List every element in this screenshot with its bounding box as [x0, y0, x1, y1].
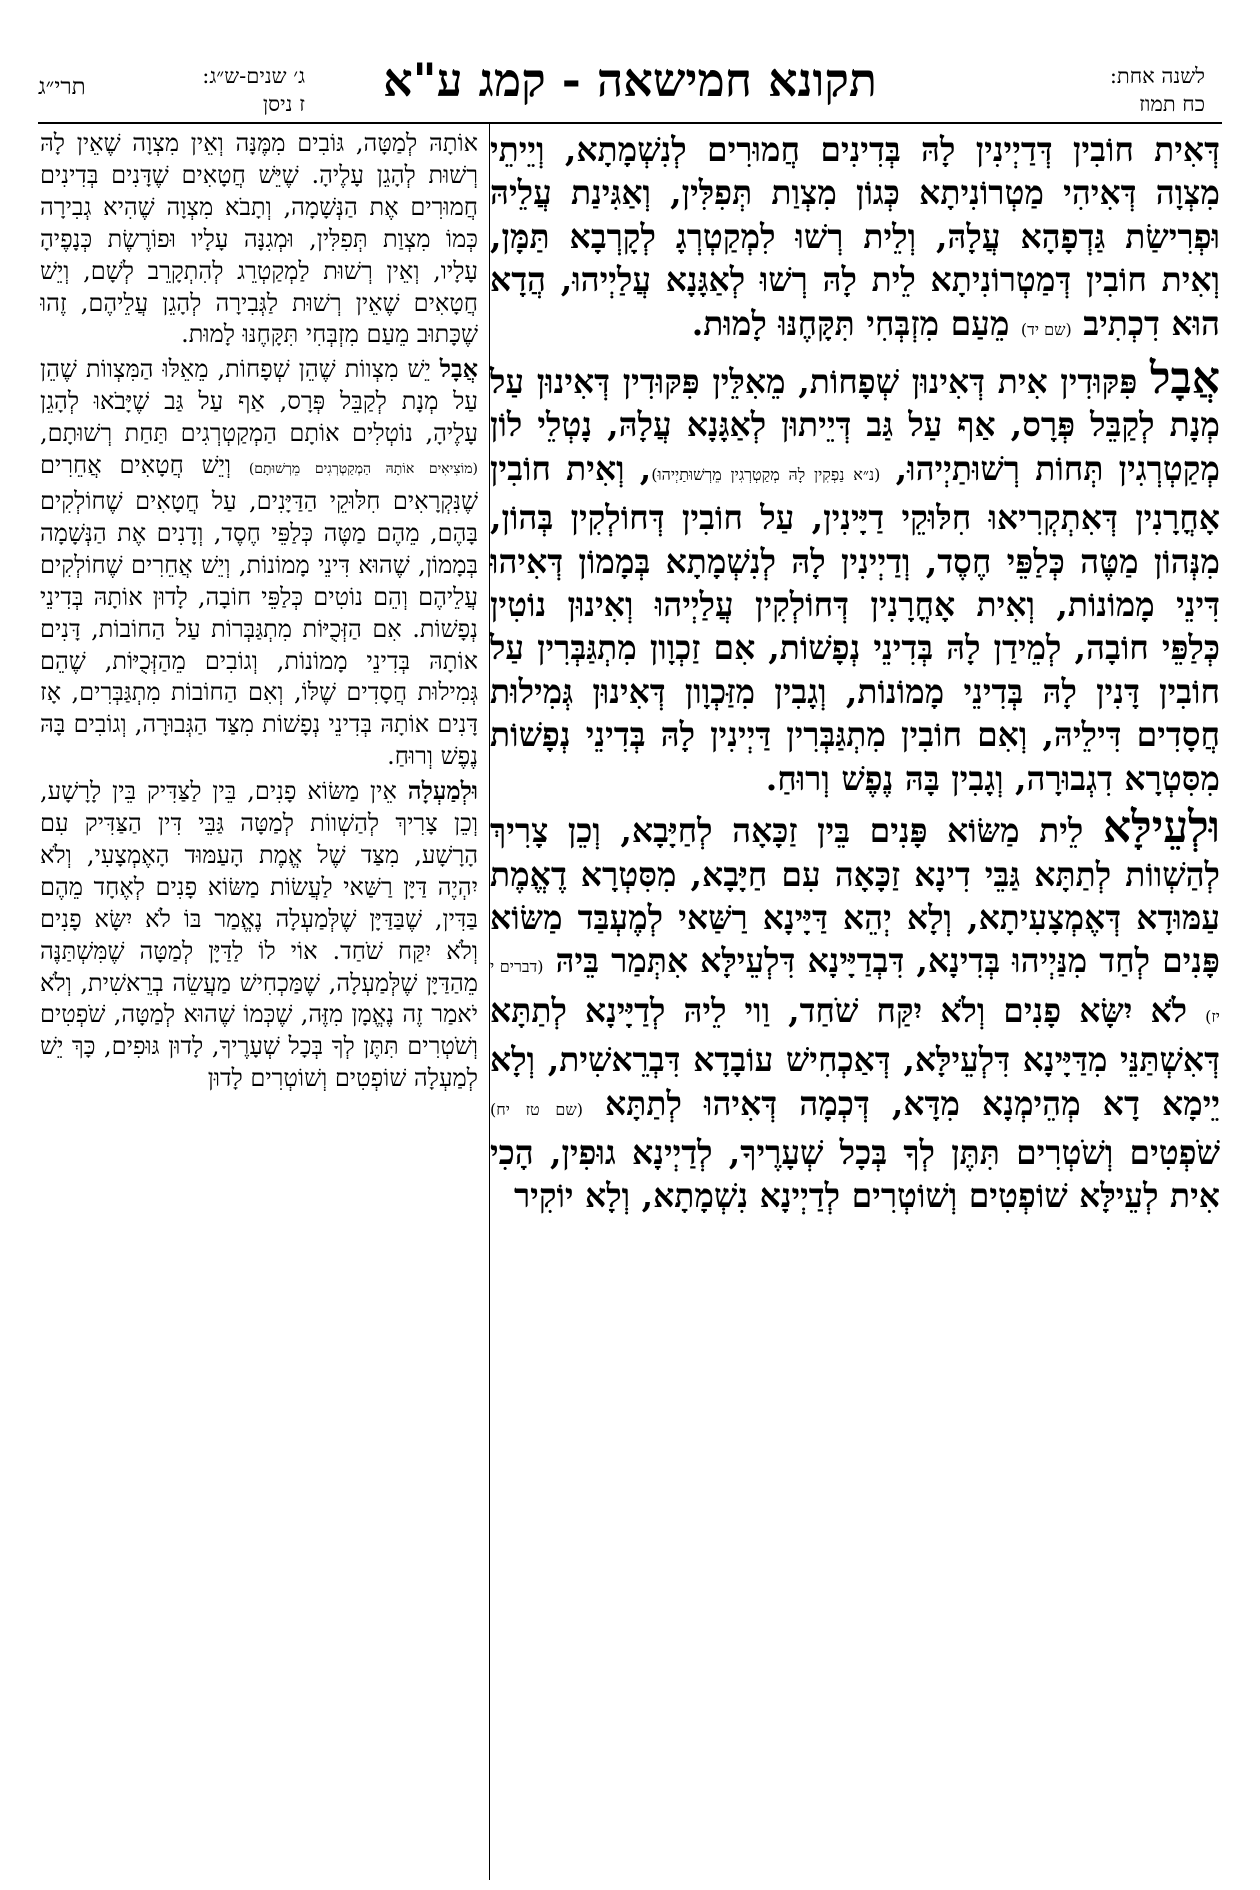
main-p3-citation-2: (שם טז יח) — [490, 1099, 583, 1119]
header-cycle-date: ז ניסן — [262, 92, 305, 116]
header-right-info — [1015, 62, 1205, 118]
main-paragraph-1 — [490, 128, 1220, 351]
main-p1-citation: (שם יד) — [1020, 319, 1072, 339]
main-text-column — [490, 128, 1220, 1880]
main-p2-text: פִּקּוּדִין אִית דְּאִינוּן שְׁפָחוֹת, מֵאִלֵּין פִּקּוּדִין דְּאִינוּן עַל מְנָת לְקַבֵּל פְּרָס, אַף עַל גַּב דְּיֵיתוּן לְאַגָּנָא עֲלָהּ, נָטְלֵי לוֹן מְקַטְרְגִין תְּחוֹת רְשׁוּתַיְיהוּ, — [490, 362, 1220, 488]
main-paragraph-2 — [490, 353, 1220, 800]
header-schedule-label: לשנה אחת: — [1109, 64, 1205, 88]
main-p3-citation: (דברים י יז) — [490, 957, 1220, 1026]
translation-p2-opener: אֲבָל — [439, 354, 478, 384]
header-cycle-label: ג׳ שנים-ש״ג: — [202, 64, 305, 88]
main-p2-continued: , וְאִית חוֹבִין אָחֳרָנִין דְּאִתְקְרִיאוּ חִלּוּקֵי דַיָּינִין, עַל חוֹבִין דְּחוֹלְקִין בְּהוֹן, מִנְּהוֹן מַטֶּה כְּלַפֵּי חֶסֶד, וְדַיְינִין לָהּ לְנִשְׁמָתָא בְּמָמוֹן דְּאִיהוּ דִּינֵי מָמוֹנוֹת, וְאִית אָחֳרָנִין דְּחוֹלְקִין עֲלַיְיהוּ וְאִינוּן נוֹטִין כְּלַפֵּי חוֹבָה, לְמֵידַן לָהּ בְּדִינֵי נְפָשׁוֹת, אִם זַכְוָון מִתְגַּבְּרִין עַל חוֹבִין דָּנִין לָהּ בְּדִינֵי מָמוֹנוֹת, וְגָבִין מִזַּכְוָון דְּאִינוּן גְּמִילוּת חֲסָדִים דִּילֵיהּ, וְאִם חוֹבִין מִתְגַּבְּרִין דַּיְינִין לָהּ בְּדִינֵי נְפָשׁוֹת מִסִּטְרָא דִגְבוּרָה, וְגָבִין — [490, 448, 1220, 798]
page-title: תקונא חמישאה - קמג ע"א — [383, 53, 877, 107]
main-p1-text: דְּאִית חוֹבִין דְּדַיְינִין לָהּ בְּדִינִים חֲמוּרִים לְנִשְׁמָתָא, וְיֵיתֵי מִצְוָה דְּאִיהִי מַטְרוֹנִיתָא כְּגוֹן מִצְוַת תְּפִלִּין, וְאַגִּינַת עֲלֵיהּ וּפְרִישַׂת גַּדְפָהָא עֲלָהּ, וְלֵית רְשׁוּ לִמְקַטְרְגָ לְקָרְבָא תַּמָּן, וְאִית חוֹבִין דְּמַטְרוֹנִיתָא לֵית לָהּ רְשׁוּ לְאַגָּנָא עֲלַיְיהוּ, הֲדָא הוּא דִכְתִיב — [490, 130, 1220, 343]
header-schedule-date: כח תמוז — [1139, 92, 1205, 116]
translation-column — [40, 128, 478, 1880]
header-divider — [38, 122, 1222, 124]
main-p3-end: שֹׁפְטִים וְשֹׁטְרִים תִּתֶּן לְךָ בְּכָל שְׁעָרֶיךָ, לְדַיְינָא גוּפִין, הָכִי אִית לְעֵילָּא שׁוֹפְטִים וְשׁוֹטְרִים לְדַיְינָא נִשְׁמָתָא, וְלָא יוֹקִיר — [490, 1132, 1220, 1216]
translation-paragraph-2 — [40, 353, 478, 773]
page-marker: תרי״ג — [38, 74, 86, 100]
translation-p1-quote: מֵעַם מִזְבְּחִי תִּקָּחֶנּוּ לָמוּת. — [181, 320, 410, 349]
main-p2-end: בָּהּ נֶפֶשׁ וְרוּחַ. — [765, 758, 940, 798]
translation-p2-continued: וְיֵשׁ חֲטָאִים אֲחֵרִים שֶׁנִּקְרָאִים חִלּוּקֵי הַדַּיָּנִים, עַל חֲטָאִים שֶׁחוֹלְקִים בָּהֶם, מֵהֶם מַטֶּה כְּלַפֵּי חֶסֶד, וְדָנִים אֶת הַנְּשָׁמָה בְּמָמוֹן, שֶׁהוּא דִּינֵי מָמוֹנוֹת, וְיֵשׁ אֲחֵרִים שֶׁחוֹלְקִים עֲלֵיהֶם וְהֵם נוֹטִים כְּלַפֵּי חוֹבָה, לָדוּן אוֹתָהּ בְּדִינֵי נְפָשׁוֹת. אִם הַזְּכֻיּוֹת מִתְגַּבְּרוֹת עַל הַחוֹבוֹת, דָּנִים אוֹתָהּ בְּדִינֵי מָמוֹנוֹת, וְגוֹבִים מֵהַזְּכֻיּוֹת, שֶׁהֵם גְּמִילוּת חֲסָדִים שֶׁלּוֹ, וְאִם הַחוֹבוֹת מִתְגַּבְּרִים, אָז דָּנִים אוֹתָהּ בְּדִינֵי נְפָשׁוֹת מִצַּד הַגְּבוּרָה, וְגוֹבִים בָּהּ נֶפֶשׁ וְרוּחַ. — [40, 451, 478, 771]
main-p3-continued: לֹא יִשָּׂא פָנִים וְלֹא יִקַּח שֹׁחַד, וַוי לֵיהּ לְדַיָּינָא לְתַתָּא דְּאִשְׁתַּנֵּי מִדַּיָּינָא דִּלְעֵילָּא, דְּאַכְחִישׁ עוֹבָדָא דִּבְרֵאשִׁית, וְלָא יֵימָא דָא מְהֵימְנָא מִדָּא, דְּכְמָה דְּאִיהוּ לְתַתָּא — [490, 990, 1220, 1123]
main-p3-opener: וּלְעֵילָּא — [1102, 802, 1220, 854]
translation-p3-text: אֵין מַשּׂוֹא פָנִים, בֵּין לַצַּדִּיק בֵּין לָרָשָׁע, וְכֵן צָרִיךְ לְהַשְׁווֹת לְמַטָּה גַּבֵּי דִּין הַצַּדִּיק עִם הָרָשָׁע, מִצַּד שֶׁל אֱמֶת הָעַמּוּד הָאֶמְצָעִי, וְלֹא יִהְיֶה דַּיָּן רַשַּׁאי לַעֲשׂוֹת מַשּׂוֹא פָנִים לְאֶחָד מֵהֶם בַּדִּין, שֶׁבַּדַּיָּן שֶׁלְּמַעְלָה נֶאֱמַר בּוֹ לֹא יִשָּׂא פָנִים וְלֹא יִקַּח שֹׁחַד. אוֹי לוֹ לַדַּיָּן לְמַטָּה שֶׁמִּשְׁתַּנֶּה מֵהַדַּיָּן שֶׁלְּמַעְלָה, שֶׁמַּכְחִישׁ מַעֲשֵׂה בְרֵאשִׁית, וְלֹא יֹאמַר זֶה נֶאֱמָן מִזֶּה, שֶׁכְּמוֹ שֶׁהוּא לְמַטָּה, שֹׁפְטִים וְשֹׁטְרִים תִּתֶּן לְךָ בְּכָל שְׁעָרֶיךָ, לָדוּן גּוּפִים, כָּךְ יֵשׁ לְמַעְלָה שׁוֹפְטִים וְשׁוֹטְרִים לָדוּן — [40, 777, 478, 1093]
main-p3-text: לֵית מַשּׂוֹא פָּנִים בֵּין זַכָּאָה לְחַיָּבָא, וְכֵן צָרִיךְ לְהַשְׁווֹת לְתַתָּא גַּבֵּי דִינָא זַכָּאָה עִם חַיָּבָא, מִסִּטְרָא דֶאֱמֶת עַמּוּדָא דְּאֶמְצָעִיתָא, וְלָא יְהֵא דַּיָּינָא רַשַּׁאי לְמֶעְבַּד מַשּׂוֹא פָּנִים לְחַד מִנַּיְיהוּ בְּדִינָא, דִּבְדַיָּינָא דִּלְעֵילָּא אִתְּמַר בֵּיהּ — [490, 811, 1220, 981]
header-left-info — [135, 62, 305, 118]
translation-p3-opener: וּלְמַעְלָה — [407, 776, 478, 806]
translation-p2-text: יֵשׁ מִצְווֹת שֶׁהֵן שְׁפָחוֹת, מֵאֵלּוּ הַמִּצְווֹת שֶׁהֵן עַל מְנָת לְקַבֵּל פְּרָס, אַף עַל גַּב שֶׁיָּבֹאוּ לְהָגֵן עָלֶיהָ, נוֹטְלִים אוֹתָם הַמְקַטְרְגִים תַּחַת רְשׁוּתָם, — [40, 355, 478, 448]
translation-paragraph-1 — [40, 128, 478, 351]
main-p2-opener: אֲבָל — [1149, 353, 1220, 405]
translation-p1-text: אוֹתָהּ לְמַטָּה, גּוֹבִים מִמֶּנָּה וְאֵין מִצְוָה שֶׁאֵין לָהּ רְשׁוּת לְהָגֵן עָלֶיהָ. שֶׁיֵּשׁ חֲטָאִים שֶׁדָּנִים בְּדִינִים חֲמוּרִים אֶת הַנְּשָׁמָה, וְתָבֹא מִצְוָה שֶׁהִיא גְבִירָה כְּמוֹ מִצְוַת תְּפִלִּין, וּמְגִנָּה עָלָיו וּפוֹרֶשֶׂת כְּנָפֶיהָ עָלָיו, וְאֵין רְשׁוּת לַמְקַטְרֵג לְהִתְקָרֵב לְשָׁם, וְיֵשׁ חֲטָאִים שֶׁאֵין רְשׁוּת לַגְּבִירָה לְהָגֵן עֲלֵיהֶם, זֶהוּ שֶׁכָּתוּב — [40, 129, 478, 349]
main-paragraph-3 — [490, 802, 1220, 1218]
translation-paragraph-3 — [40, 775, 478, 1095]
main-p2-note: (נ״א נַפְקִין לָהּ מְקַטְרְגִין מֵרְשׁוּתַיְיהוּ) — [651, 464, 881, 484]
main-p1-end: מֵעַם מִזְבְּחִי תִּקָּחֶנּוּ לָמוּת. — [691, 303, 1010, 343]
translation-p2-note: (מוֹצִיאִים אוֹתָהּ הַמְקַטְרְגִים מֵרְשׁוּתָם) — [248, 461, 478, 478]
